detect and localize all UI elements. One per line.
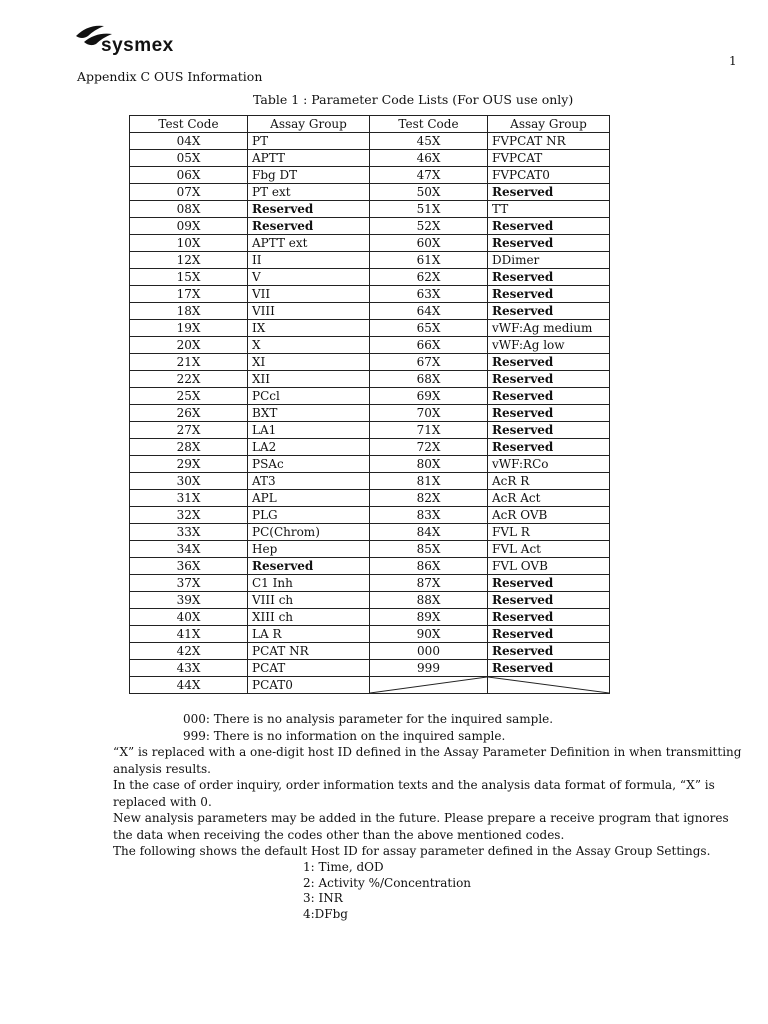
assay-group-cell: vWF:Ag low (488, 337, 610, 354)
assay-group-cell: DDimer (488, 252, 610, 269)
test-code-cell: 69X (370, 388, 488, 405)
test-code-cell: 87X (370, 575, 488, 592)
host-id-item: 4:DFbg (303, 906, 348, 921)
table-row (130, 422, 610, 439)
header-assay-group-1: Assay Group (248, 116, 370, 133)
assay-group-cell: Reserved (488, 235, 610, 252)
test-code-cell: 90X (370, 626, 488, 643)
assay-group-cell: FVL R (488, 524, 610, 541)
assay-group-cell: Reserved (488, 439, 610, 456)
test-code-cell: 29X (130, 456, 248, 473)
assay-group-cell: Reserved (488, 422, 610, 439)
test-code-cell: 18X (130, 303, 248, 320)
assay-group-cell: XII (248, 371, 370, 388)
header-test-code-1: Test Code (130, 116, 248, 133)
test-code-cell: 66X (370, 337, 488, 354)
test-code-cell: 31X (130, 490, 248, 507)
test-code-cell: 44X (130, 677, 248, 694)
assay-group-cell: TT (488, 201, 610, 218)
assay-group-cell: VII (248, 286, 370, 303)
table-row (130, 473, 610, 490)
test-code-cell: 64X (370, 303, 488, 320)
test-code-cell: 61X (370, 252, 488, 269)
test-code-cell: 000 (370, 643, 488, 660)
test-code-cell: 07X (130, 184, 248, 201)
note-order-inquiry: In the case of order inquiry, order information texts and the analysis data format of formula, “X” is replaced with 0. (113, 778, 715, 809)
test-code-cell: 10X (130, 235, 248, 252)
test-code-cell: 43X (130, 660, 248, 677)
assay-group-cell: Reserved (488, 626, 610, 643)
table-row (130, 269, 610, 286)
table-row (130, 609, 610, 626)
test-code-cell: 63X (370, 286, 488, 303)
assay-group-cell: LA R (248, 626, 370, 643)
host-id-item: 1: Time, dOD (303, 860, 384, 874)
test-code-cell: 05X (130, 150, 248, 167)
assay-group-cell: Hep (248, 541, 370, 558)
table-row (130, 371, 610, 388)
test-code-cell: 68X (370, 371, 488, 388)
table-row (130, 660, 610, 677)
test-code-cell: 04X (130, 133, 248, 150)
note-default-host-id: The following shows the default Host ID for assay parameter defined in the Assay Group Settings. (113, 844, 711, 858)
test-code-cell: 34X (130, 541, 248, 558)
table-row (130, 643, 610, 660)
test-code-cell: 42X (130, 643, 248, 660)
table-row (130, 677, 610, 694)
assay-group-cell: PC(Chrom) (248, 524, 370, 541)
assay-group-cell: vWF:RCo (488, 456, 610, 473)
test-code-cell: 70X (370, 405, 488, 422)
assay-group-cell: Reserved (488, 609, 610, 626)
assay-group-cell: Reserved (488, 592, 610, 609)
header-assay-group-2: Assay Group (488, 116, 610, 133)
assay-group-cell: Fbg DT (248, 167, 370, 184)
assay-group-cell: Reserved (488, 218, 610, 235)
assay-group-cell: FVPCAT0 (488, 167, 610, 184)
assay-group-cell: LA1 (248, 422, 370, 439)
assay-group-cell: PCAT NR (248, 643, 370, 660)
assay-group-cell: Reserved (488, 371, 610, 388)
table-row (130, 439, 610, 456)
empty-cell (488, 677, 610, 694)
test-code-cell: 17X (130, 286, 248, 303)
assay-group-cell: II (248, 252, 370, 269)
table-row (130, 388, 610, 405)
test-code-cell: 50X (370, 184, 488, 201)
test-code-cell: 22X (130, 371, 248, 388)
assay-group-cell: XIII ch (248, 609, 370, 626)
table-row (130, 337, 610, 354)
table-caption: Table 1 : Parameter Code Lists (For OUS use only) (253, 92, 574, 107)
assay-group-cell: AT3 (248, 473, 370, 490)
table-row (130, 201, 610, 218)
test-code-cell: 27X (130, 422, 248, 439)
test-code-cell: 82X (370, 490, 488, 507)
table-row (130, 405, 610, 422)
table-row (130, 507, 610, 524)
table-row (130, 303, 610, 320)
empty-cell (370, 677, 488, 694)
test-code-cell: 09X (130, 218, 248, 235)
assay-group-cell: IX (248, 320, 370, 337)
assay-group-cell: XI (248, 354, 370, 371)
assay-group-cell: PSAc (248, 456, 370, 473)
test-code-cell: 15X (130, 269, 248, 286)
test-code-cell: 62X (370, 269, 488, 286)
test-code-cell: 37X (130, 575, 248, 592)
host-id-item: 2: Activity %/Concentration (303, 875, 472, 890)
test-code-cell: 999 (370, 660, 488, 677)
test-code-cell: 41X (130, 626, 248, 643)
test-code-cell: 33X (130, 524, 248, 541)
assay-group-cell: PCcl (248, 388, 370, 405)
note-future-parameters: New analysis parameters may be added in the future. Please prepare a receive program that ignores the data when receiving the codes other than the above mentioned codes. (113, 811, 729, 842)
test-code-cell: 84X (370, 524, 488, 541)
host-id-item: 3: INR (303, 891, 343, 905)
assay-group-cell: LA2 (248, 439, 370, 456)
table-row (130, 456, 610, 473)
assay-group-cell: vWF:Ag medium (488, 320, 610, 337)
test-code-cell: 40X (130, 609, 248, 626)
test-code-cell: 65X (370, 320, 488, 337)
test-code-cell: 12X (130, 252, 248, 269)
test-code-cell: 81X (370, 473, 488, 490)
assay-group-cell: Reserved (488, 643, 610, 660)
table-row (130, 490, 610, 507)
test-code-cell: 83X (370, 507, 488, 524)
test-code-cell: 28X (130, 439, 248, 456)
test-code-cell: 86X (370, 558, 488, 575)
assay-group-cell: PLG (248, 507, 370, 524)
assay-group-cell: FVL Act (488, 541, 610, 558)
test-code-cell: 39X (130, 592, 248, 609)
assay-group-cell: APTT ext (248, 235, 370, 252)
test-code-cell: 19X (130, 320, 248, 337)
test-code-cell: 26X (130, 405, 248, 422)
assay-group-cell: AcR R (488, 473, 610, 490)
test-code-cell: 89X (370, 609, 488, 626)
test-code-cell: 88X (370, 592, 488, 609)
table-row (130, 558, 610, 575)
test-code-cell: 46X (370, 150, 488, 167)
assay-group-cell: Reserved (488, 660, 610, 677)
test-code-cell: 51X (370, 201, 488, 218)
assay-group-cell: VIII (248, 303, 370, 320)
page-number: 1 (729, 54, 737, 68)
table-row (130, 626, 610, 643)
header-test-code-2: Test Code (370, 116, 488, 133)
assay-group-cell: C1 Inh (248, 575, 370, 592)
assay-group-cell: FVPCAT NR (488, 133, 610, 150)
assay-group-cell: PCAT (248, 660, 370, 677)
assay-group-cell: Reserved (488, 388, 610, 405)
assay-group-cell: PT ext (248, 184, 370, 201)
assay-group-cell: APTT (248, 150, 370, 167)
brand-name: sysmex (101, 35, 174, 56)
assay-group-cell: Reserved (248, 218, 370, 235)
appendix-title: Appendix C OUS Information (77, 69, 263, 84)
test-code-cell: 80X (370, 456, 488, 473)
assay-group-cell: Reserved (248, 558, 370, 575)
assay-group-cell: FVL OVB (488, 558, 610, 575)
assay-group-cell: Reserved (488, 354, 610, 371)
table-row (130, 541, 610, 558)
table-row (130, 286, 610, 303)
assay-group-cell: Reserved (488, 575, 610, 592)
table-row (130, 184, 610, 201)
table-row (130, 575, 610, 592)
host-id-list (303, 860, 471, 922)
assay-group-cell: Reserved (248, 201, 370, 218)
assay-group-cell: AcR OVB (488, 507, 610, 524)
assay-group-cell: APL (248, 490, 370, 507)
notes-section (113, 711, 743, 860)
test-code-cell: 47X (370, 167, 488, 184)
assay-group-cell: Reserved (488, 303, 610, 320)
assay-group-cell: AcR Act (488, 490, 610, 507)
assay-group-cell: VIII ch (248, 592, 370, 609)
assay-group-cell: PT (248, 133, 370, 150)
assay-group-cell: Reserved (488, 405, 610, 422)
test-code-cell: 36X (130, 558, 248, 575)
assay-group-cell: Reserved (488, 286, 610, 303)
test-code-cell: 21X (130, 354, 248, 371)
table-row (130, 252, 610, 269)
test-code-cell: 60X (370, 235, 488, 252)
test-code-cell: 52X (370, 218, 488, 235)
test-code-cell: 06X (130, 167, 248, 184)
test-code-cell: 85X (370, 541, 488, 558)
note-x-replaced: “X” is replaced with a one-digit host ID defined in the Assay Parameter Definition in when transmitting analysis results. (113, 745, 742, 776)
note-code-000: 000: There is no analysis parameter for the inquired sample. (183, 712, 554, 726)
assay-group-cell: BXT (248, 405, 370, 422)
assay-group-cell: Reserved (488, 269, 610, 286)
assay-group-cell: Reserved (488, 184, 610, 201)
note-code-999: 999: There is no information on the inquired sample. (183, 728, 506, 743)
table-row (130, 133, 610, 150)
table-row (130, 354, 610, 371)
test-code-cell: 20X (130, 337, 248, 354)
test-code-cell: 71X (370, 422, 488, 439)
table-row (130, 235, 610, 252)
table-header-row (130, 116, 610, 133)
test-code-cell: 32X (130, 507, 248, 524)
assay-group-cell: X (248, 337, 370, 354)
table-row (130, 320, 610, 337)
table-row (130, 167, 610, 184)
test-code-cell: 08X (130, 201, 248, 218)
test-code-cell: 25X (130, 388, 248, 405)
table-row (130, 150, 610, 167)
assay-group-cell: FVPCAT (488, 150, 610, 167)
assay-group-cell: PCAT0 (248, 677, 370, 694)
table-row (130, 218, 610, 235)
table-row (130, 592, 610, 609)
test-code-cell: 67X (370, 354, 488, 371)
test-code-cell: 30X (130, 473, 248, 490)
assay-group-cell: V (248, 269, 370, 286)
table-row (130, 524, 610, 541)
test-code-cell: 45X (370, 133, 488, 150)
parameter-code-table (129, 115, 610, 694)
test-code-cell: 72X (370, 439, 488, 456)
